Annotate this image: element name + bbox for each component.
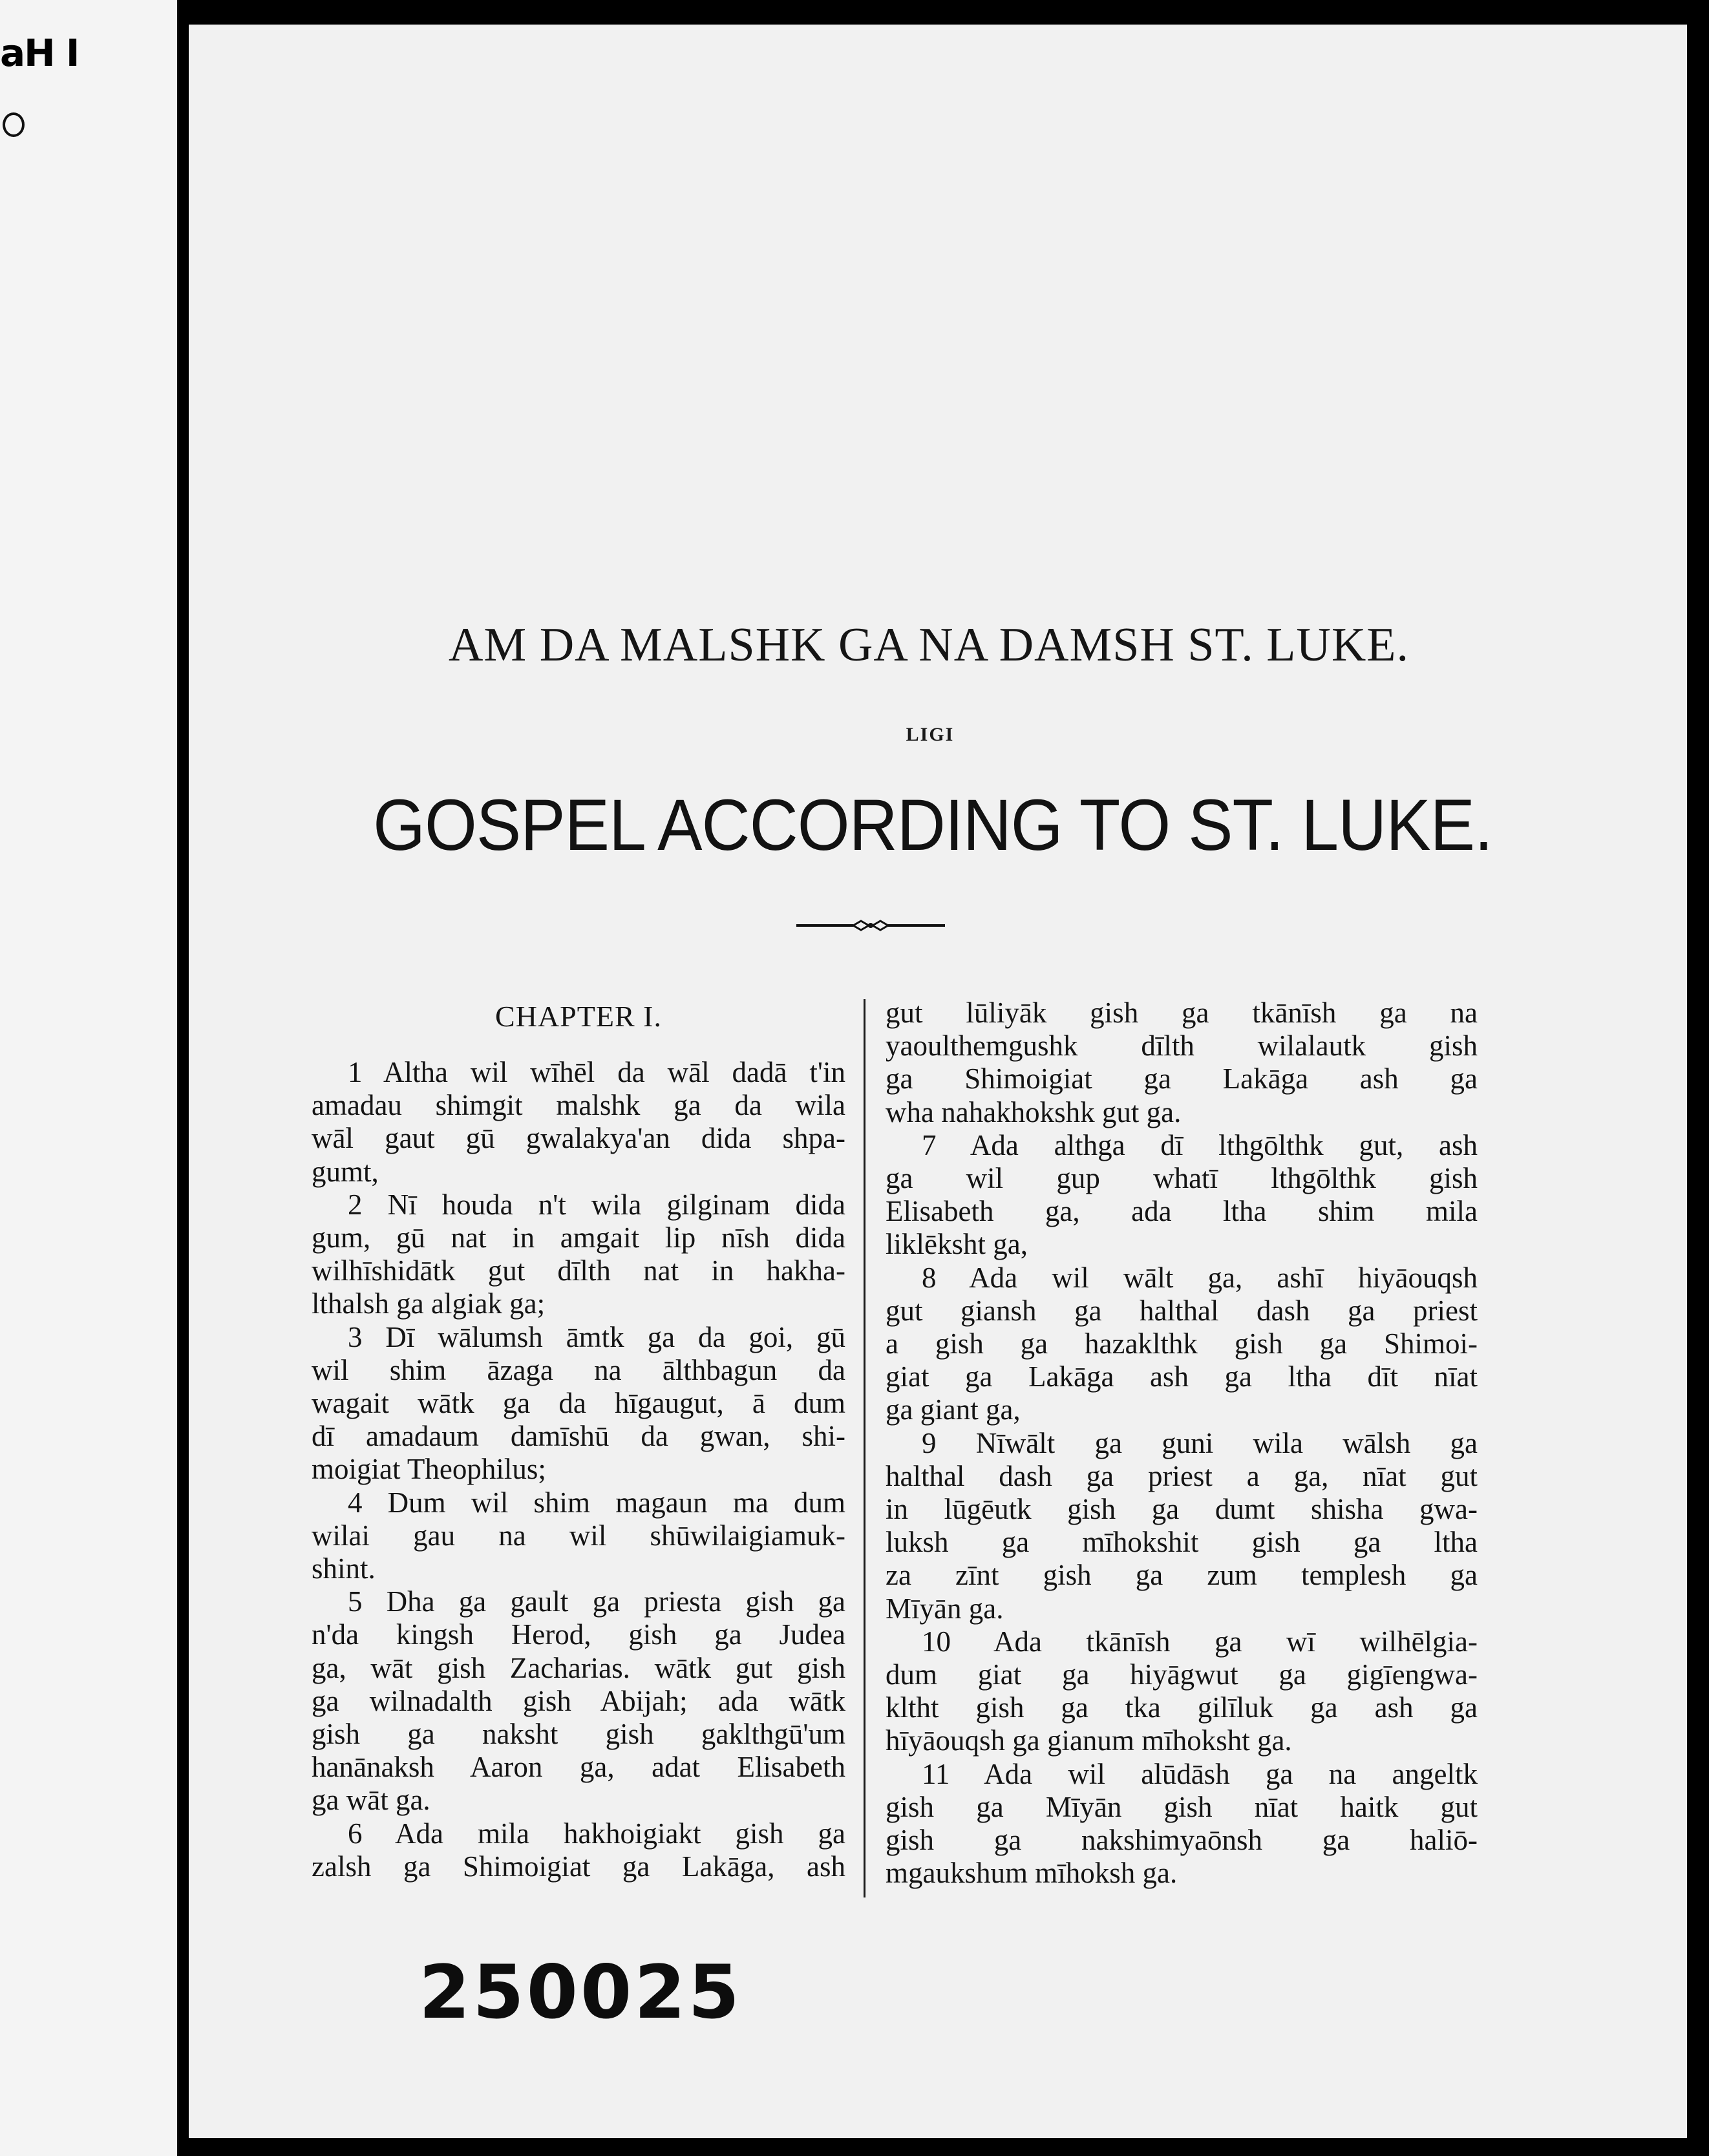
text-line: moigiat Theophilus; [312, 1453, 546, 1486]
text-line: 2 Nī houda n't wila gilginam dida [348, 1188, 845, 1221]
text-line: Elisabeth ga, ada ltha shim mila [886, 1195, 1478, 1228]
text-line: ga wil gup whatī lthgōlthk gish [886, 1162, 1478, 1195]
scan-border [1688, 19, 1709, 2146]
text-line: kltht gish ga tka gilīluk ga ash ga [886, 1691, 1478, 1724]
text-line: halthal dash ga priest a ga, nīat gut [886, 1459, 1478, 1492]
text-line: hīyāouqsh ga gianum mīhoksht ga. [886, 1724, 1292, 1757]
text-line: gumt, [312, 1155, 379, 1188]
facing-page-edge [0, 0, 178, 2156]
text-line: zalsh ga Shimoigiat ga Lakāga, ash [312, 1850, 845, 1883]
text-line: 4 Dum wil shim magaun ma dum [348, 1486, 845, 1519]
text-line: in lūgēutk gish ga dumt shisha gwa- [886, 1493, 1478, 1526]
text-line: ga giant ga, [886, 1393, 1021, 1426]
handwritten-margin-note: aH I [0, 31, 79, 75]
text-line: luksh ga mīhokshit gish ga ltha [886, 1526, 1478, 1559]
title-ornament-icon [796, 918, 945, 933]
text-line: mgaukshum mīhoksh ga. [886, 1857, 1178, 1890]
text-line: gish ga nakshimyaōnsh ga haliō- [886, 1824, 1478, 1857]
text-line: 6 Ada mila hakhoigiakt gish ga [348, 1817, 845, 1850]
text-line: 1 Altha wil wīhēl da wāl dadā t'in [348, 1056, 845, 1088]
title-connector: LIGI [906, 724, 955, 745]
text-line: wagait wātk ga da hīgaugut, ā dum [312, 1387, 845, 1420]
left-text-column [312, 1056, 845, 1883]
text-line: ga wāt ga. [312, 1784, 430, 1817]
text-line: gum, gū nat in amgait lip nīsh dida [312, 1221, 845, 1254]
text-line: shint. [312, 1552, 376, 1585]
text-line: Mīyān ga. [886, 1592, 1004, 1625]
book-gutter [178, 0, 189, 2156]
text-line: n'da kingsh Herod, gish ga Judea [312, 1618, 845, 1651]
text-line: a gish ga hazaklthk gish ga Shimoi- [886, 1327, 1478, 1360]
text-line: 8 Ada wil wālt ga, ashī hiyāouqsh [922, 1261, 1478, 1294]
column-divider [864, 999, 865, 1897]
book-page [189, 25, 1687, 2138]
text-line: 5 Dha ga gault ga priesta gish ga [348, 1585, 845, 1618]
text-line: amadau shimgit malshk ga da wila [312, 1089, 845, 1122]
margin-circle-mark [3, 112, 25, 137]
text-line: gut lūliyāk gish ga tkānīsh ga na [886, 997, 1478, 1029]
english-title: GOSPEL ACCORDING TO ST. LUKE. [373, 785, 1492, 866]
text-line: dum giat ga hiyāgwut ga gigīengwa- [886, 1658, 1478, 1691]
text-line: wāl gaut gū gwalakya'an dida shpa- [312, 1122, 845, 1155]
text-line: liklēksht ga, [886, 1228, 1028, 1261]
text-line: lthalsh ga algiak ga; [312, 1287, 546, 1320]
text-line: wil shim āzaga na ālthbagun da [312, 1353, 845, 1386]
text-line: yaoulthemgushk dīlth wilalautk gish [886, 1030, 1478, 1062]
catalog-stamp-number: 250025 [419, 1949, 742, 2035]
text-line: ga Shimoigiat ga Lakāga ash ga [886, 1062, 1478, 1095]
native-title: AM DA MALSHK GA NA DAMSH ST. LUKE. [448, 618, 1410, 671]
text-line: za zīnt gish ga zum templesh ga [886, 1559, 1478, 1592]
text-line: wilai gau na wil shūwilaigiamuk- [312, 1519, 845, 1552]
text-line: hanānaksh Aaron ga, adat Elisabeth [312, 1751, 845, 1784]
text-line: 10 Ada tkānīsh ga wī wilhēlgia- [922, 1625, 1478, 1658]
text-line: dī amadaum damīshū da gwan, shi- [312, 1420, 845, 1453]
text-line: ga wilnadalth gish Abijah; ada wātk [312, 1684, 845, 1717]
text-line: 11 Ada wil alūdāsh ga na angeltk [922, 1757, 1478, 1790]
text-line: 7 Ada althga dī lthgōlthk gut, ash [922, 1128, 1478, 1161]
text-line: gish ga Mīyān gish nīat haitk gut [886, 1790, 1478, 1823]
chapter-heading: CHAPTER I. [495, 1000, 662, 1033]
text-line: giat ga Lakāga ash ga ltha dīt nīat [886, 1360, 1478, 1393]
right-text-column [886, 997, 1478, 1890]
text-line: gish ga naksht gish gaklthgū'um [312, 1718, 845, 1751]
text-line: wilhīshidātk gut dīlth nat in hakha- [312, 1254, 845, 1287]
text-line: gut giansh ga halthal dash ga priest [886, 1294, 1478, 1327]
text-line: 3 Dī wālumsh āmtk ga da goi, gū [348, 1320, 845, 1353]
text-line: wha nahakhokshk gut ga. [886, 1095, 1182, 1128]
text-line: 9 Nīwālt ga guni wila wālsh ga [922, 1426, 1478, 1459]
text-line: ga, wāt gish Zacharias. wātk gut gish [312, 1651, 845, 1684]
